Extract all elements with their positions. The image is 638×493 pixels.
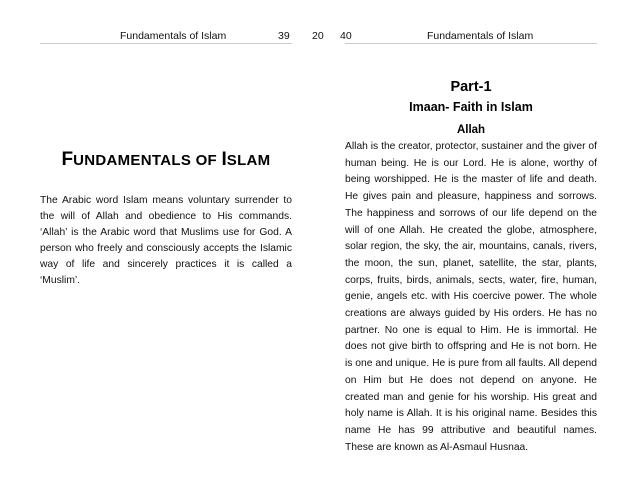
chapter-title-initial-2: I	[221, 149, 227, 170]
chapter-title-rest-1: UNDAMENTALS OF	[73, 152, 222, 169]
left-paragraph: The Arabic word Islam means voluntary surrender to the will of Allah and obedience to His commands. ‘Allah’ is the Arabic word that Muslims use for God. A person who freely and consciously accepts the Islamic way of life and sincerely practices it is called a ‘Muslim’.	[40, 195, 292, 286]
chapter-title	[40, 148, 292, 173]
right-paragraph: Allah is the creator, protector, sustainer and the giver of human being. He is our Lord. He is alone, worthy of being worshipped. He is the master of life and death. He gives pain and pleasure, happiness and sorrows. The happiness and sorrows of our life depend on the will of one Allah. He created the globe, atmosphere, solar region, the sky, the air, mountains, canals, rivers, the moon, the sun, planet, satellite, the star, plants, corps, fruits, birds, animals, sects, water, fire, human, genie, angels etc. with His coercive power. The whole creations are always guided by His orders. He has no partner. No one is equal to Him. He is immortal. He does not give birth to offspring and He is not born. He is one and unique. He is pure from all faults. All depend on Him but He does not depend on anyone. He created man and genie for his worship. His great and holy name is Allah. It is his original name. Besides this name He has 99 attributive and beautiful names. These are known as Al-Asmaul Husnaa.	[345, 141, 597, 453]
part-subtitle: Imaan- Faith in Islam	[409, 100, 533, 114]
left-header-rule	[40, 43, 292, 44]
left-page-number: 39	[278, 30, 290, 42]
gutter-page-number: 20	[312, 30, 324, 42]
chapter-title-rest-2: SLAM	[226, 152, 271, 169]
section-heading: Allah	[456, 124, 486, 136]
right-page-number: 40	[340, 30, 352, 42]
chapter-title-initial-1: F	[61, 149, 74, 170]
right-header-rule	[345, 43, 597, 44]
part-title: Part-1	[450, 79, 492, 95]
right-running-title: Fundamentals of Islam	[427, 30, 534, 42]
left-running-title: Fundamentals of Islam	[120, 30, 227, 42]
